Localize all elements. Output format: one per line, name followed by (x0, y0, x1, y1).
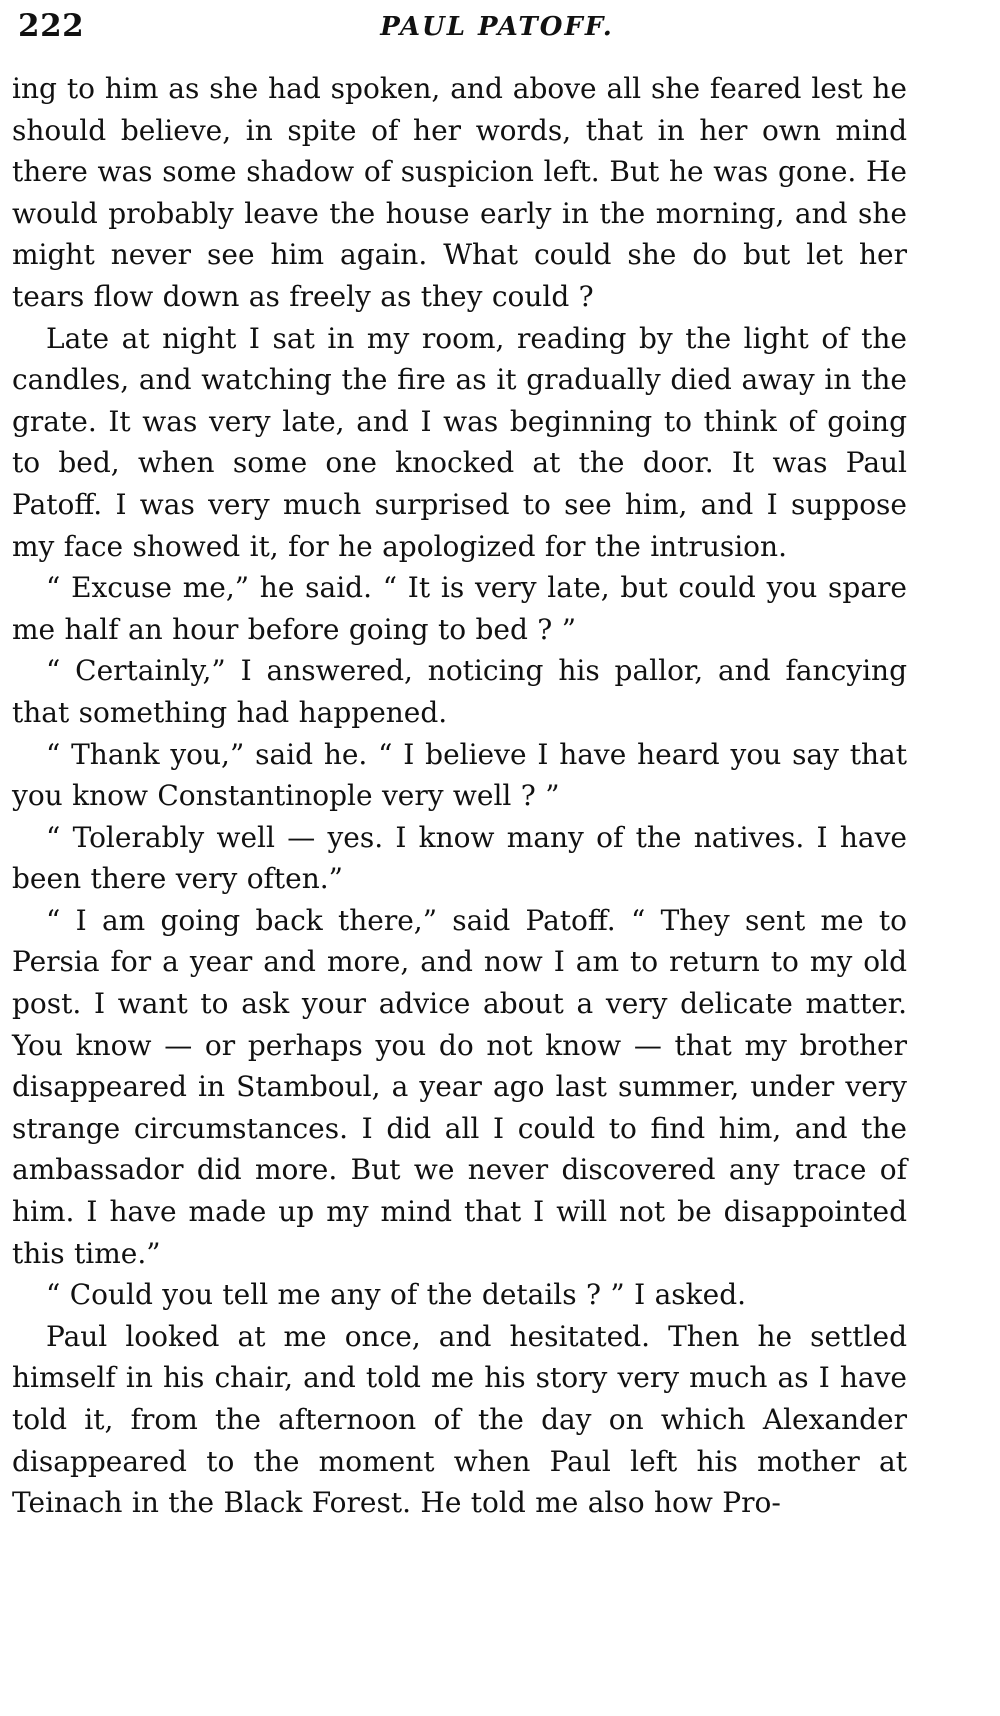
paragraph: “ I am going back there,” said Patoff. “ They sent me to Persia for a year and more, and now I am to return to my old post. I want to ask your advice about a very delicate matter. You know — or perhaps you do not know — that my brother disappeared in Stamboul, a year ago last summer, under very strange circumstances. I did all I could to find him, and the ambassador did more. But we never discovered any trace of him. I have made up my mind that I will not be disappointed this time.” (12, 903, 907, 1270)
paragraph-continued: ing to him as she had spoken, and above all she feared lest he should believe, in spite of her words, that in her own mind there was some shadow of suspicion left. But he was gone. He would probably leave the house early in the morning, and she might never see him again. What could she do but let her tears flow down as freely as they could ? (12, 72, 907, 313)
paragraph: “ Excuse me,” he said. “ It is very late, but could you spare me half an hour before going to bed ? ” (12, 571, 907, 646)
paragraph: “ Could you tell me any of the details ? ” I asked. (46, 1278, 747, 1312)
paragraph: “ Thank you,” said he. “ I believe I have heard you say that you know Constantinople very well ? ” (12, 737, 907, 813)
running-title: PAUL PATOFF. (380, 12, 614, 42)
paragraph: Late at night I sat in my room, reading by the light of the candles, and watching the fire as it gradually died away in the grate. It was very late, and I was beginning to think of going to bed, when some one knocked at the door. It was Paul Patoff. I was very much surprised to see him, and I suppose my face showed it, for he apologized for the intrusion. (12, 321, 907, 563)
paragraph: “ Tolerably well — yes. I know many of the natives. I have been there very often.” (12, 820, 907, 896)
page-number: 222 (18, 8, 85, 44)
paragraph: Paul looked at me once, and hesitated. Then he settled himself in his chair, and told me his story very much as I have told it, from the afternoon of the day on which Alexander disappeared to the moment when Paul left his mother at Teinach in the Black Forest. He told me also how Pro- (12, 1319, 907, 1520)
page-header (18, 8, 948, 56)
body-text (12, 68, 907, 1524)
paragraph: “ Certainly,” I answered, noticing his pallor, and fancying that something had happened. (12, 654, 907, 729)
